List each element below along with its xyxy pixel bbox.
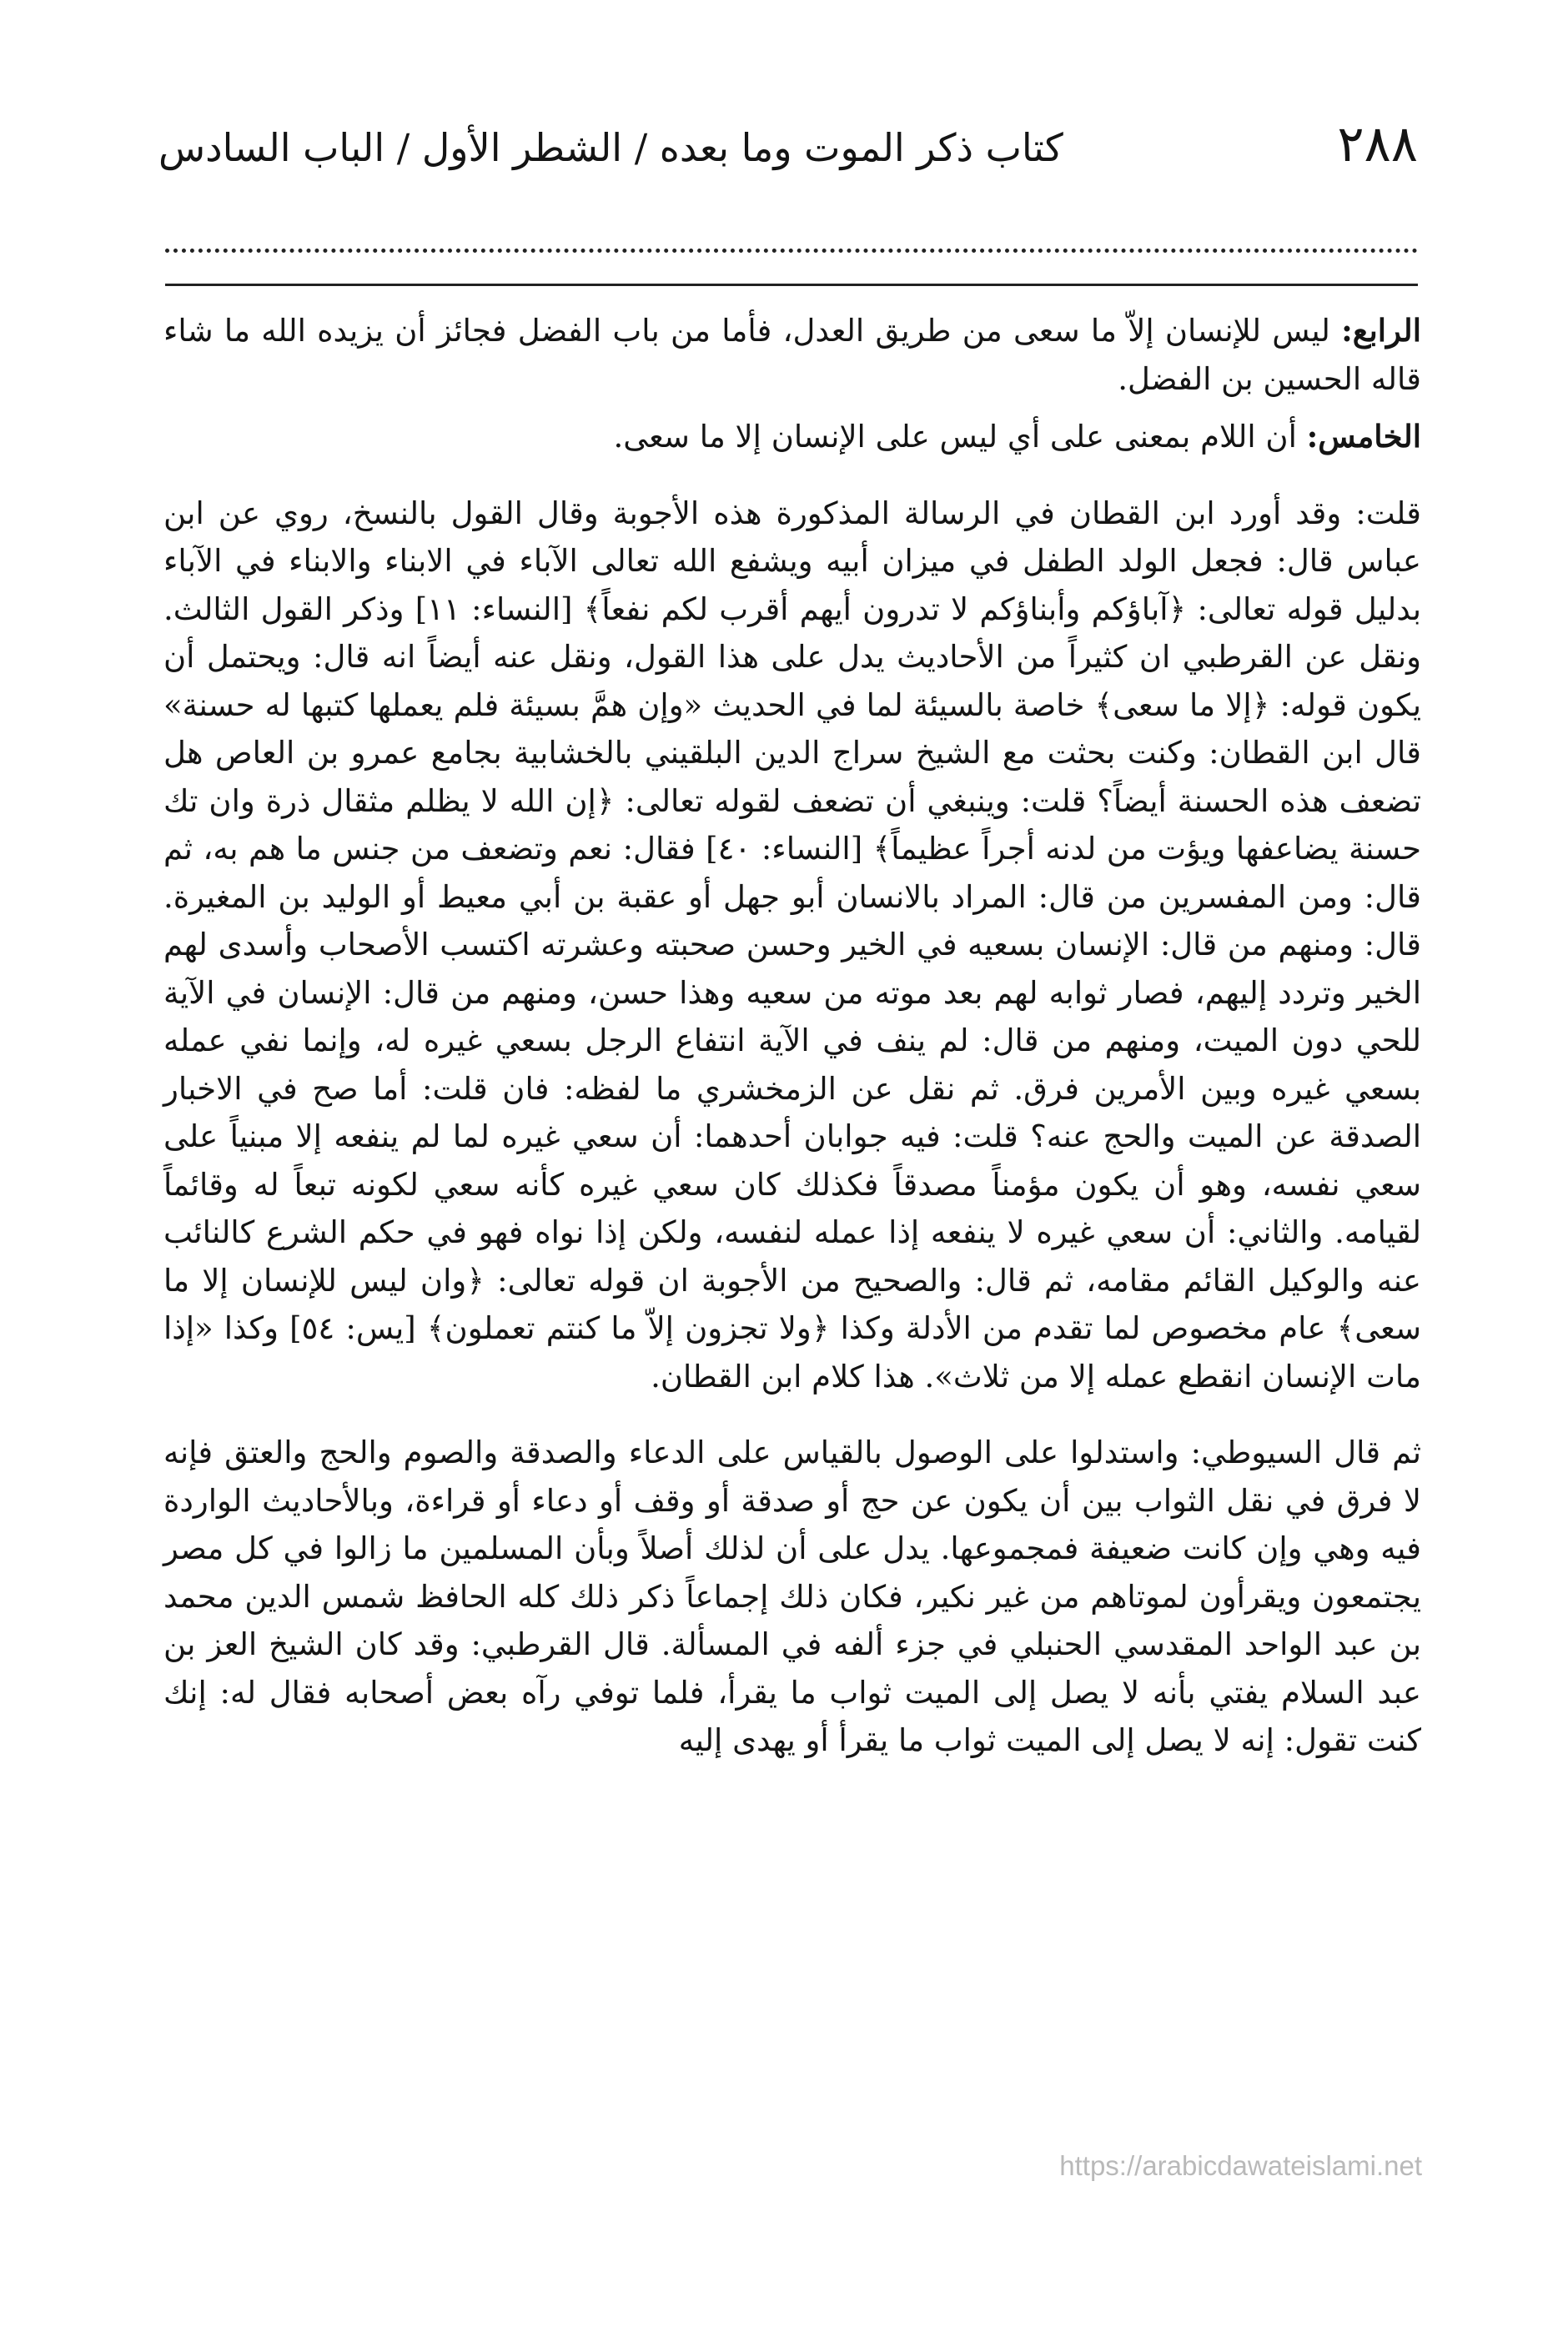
page-number: ٢٨٨: [1337, 115, 1418, 173]
dotted-divider: [165, 249, 1418, 253]
paragraph-text: أن اللام بمعنى على أي ليس على الإنسان إلا ما سعى.: [613, 419, 1307, 455]
paragraph-label: الخامس:: [1306, 418, 1421, 455]
paragraph-fourth: [163, 307, 1421, 403]
paragraph-fifth: [163, 413, 1421, 461]
paragraph-suyuti: [163, 1429, 1421, 1765]
paragraph-text: ثم قال السيوطي: واستدلوا على الوصول بالقياس على الدعاء والصدقة والصوم والحج والعتق فإنه لا فرق في نقل الثواب بين أن يكون عن حج أو صدقة أو وقف أو دعاء أو قراءة، وبالأحاديث الواردة فيه وهي وإن كانت ضعيفة فمجموعها. يدل على أن لذلك أصلاً وبأن المسلمين ما زالوا في كل مصر يجتمعون ويقرأون لموتاهم من غير نكير، فكان ذلك إجماعاً ذكر ذلك كله الحافظ شمس الدين محمد بن عبد الواحد المقدسي الحنبلي في جزء ألفه في المسألة. قال القرطبي: وقد كان الشيخ العز بن عبد السلام يفتي بأنه لا يصل إلى الميت ثواب ما يقرأ، فلما توفي رآه بعض أصحابه فقال له: إنك كنت تقول: إنه لا يصل إلى الميت ثواب ما يقرأ أو يهدى إليه: [163, 1435, 1421, 1758]
body-text: [163, 307, 1421, 1765]
watermark-url: https://arabicdawateislami.net: [1059, 2150, 1422, 2181]
paragraph-text: ليس للإنسان إلاّ ما سعى من طريق العدل، فأما من باب الفضل فجائز أن يزيده الله ما شاء قاله الحسين بن الفضل.: [163, 313, 1421, 397]
running-title: كتاب ذكر الموت وما بعده / الشطر الأول / الباب السادس: [158, 125, 1063, 170]
paragraph-ibn-al-qattan: [163, 490, 1421, 1401]
paragraph-text: قلت: وقد أورد ابن القطان في الرسالة المذكورة هذه الأجوبة وقال القول بالنسخ، روي عن ابن عباس قال: فجعل الولد الطفل في ميزان أبيه ويشفع الله تعالى الآباء في الابناء والابناء في الآباء بدليل قوله تعالى: ﴿آباؤكم وأبناؤكم لا تدرون أيهم أقرب لكم نفعاً﴾ [النساء: ١١] وذكر القول الثالث. ونقل عن القرطبي ان كثيراً من الأحاديث يدل على هذا القول، ونقل عنه أيضاً انه قال: ويحتمل أن يكون قوله: ﴿إلا ما سعى﴾ خاصة بالسيئة لما في الحديث «وإن همَّ بسيئة فلم يعملها كتبها له حسنة» قال ابن القطان: وكنت بحثت مع الشيخ سراج الدين البلقيني بالخشابية بجامع عمرو بن العاص هل تضعف هذه الحسنة أيضاً؟ قلت: وينبغي أن تضعف لقوله تعالى: ﴿إن الله لا يظلم مثقال ذرة وان تك حسنة يضاعفها ويؤت من لدنه أجراً عظيماً﴾ [النساء: ٤٠] فقال: نعم وتضعف من جنس ما هم به، ثم قال: ومن المفسرين من قال: المراد بالانسان أبو جهل أو عقبة بن أبي معيط أو الوليد بن المغيرة. قال: ومنهم من قال: الإنسان بسعيه في الخير وحسن صحبته وعشرته اكتسب الأصحاب وأسدى لهم الخير وتردد إليهم، فصار ثوابه لهم بعد موته من سعيه وهذا حسن، ومنهم من قال: الإنسان في الآية للحي دون الميت، ومنهم من قال: لم ينف في الآية انتفاع الرجل بسعي غيره له، وإنما نفي عمله بسعي غيره وبين الأمرين فرق. ثم نقل عن الزمخشري ما لفظه: فان قلت: أما صح في الاخبار الصدقة عن الميت والحج عنه؟ قلت: فيه جوابان أحدهما: أن سعي غيره لما لم ينفعه إلا مبنياً على سعي نفسه، وهو أن يكون مؤمناً مصدقاً فكذلك كان سعي غيره كأنه سعي لكونه تبعاً له وقائماً لقيامه. والثاني: أن سعي غيره لا ينفعه إذا عمله لنفسه، ولكن إذا نواه فهو في حكم الشرع كالنائب عنه والوكيل القائم مقامه، ثم قال: والصحيح من الأجوبة ان قوله تعالى: ﴿وان ليس للإنسان إلا ما سعى﴾ عام مخصوص لما تقدم من الأدلة وكذا ﴿ولا تجزون إلاّ ما كنتم تعملون﴾ [يس: ٥٤] وكذا «إذا مات الإنسان انقطع عمله إلا من ثلاث». هذا كلام ابن القطان.: [163, 495, 1422, 1395]
page-header: [158, 115, 1418, 173]
paragraph-label: الرابع:: [1341, 312, 1421, 349]
header-rule: [165, 284, 1418, 286]
